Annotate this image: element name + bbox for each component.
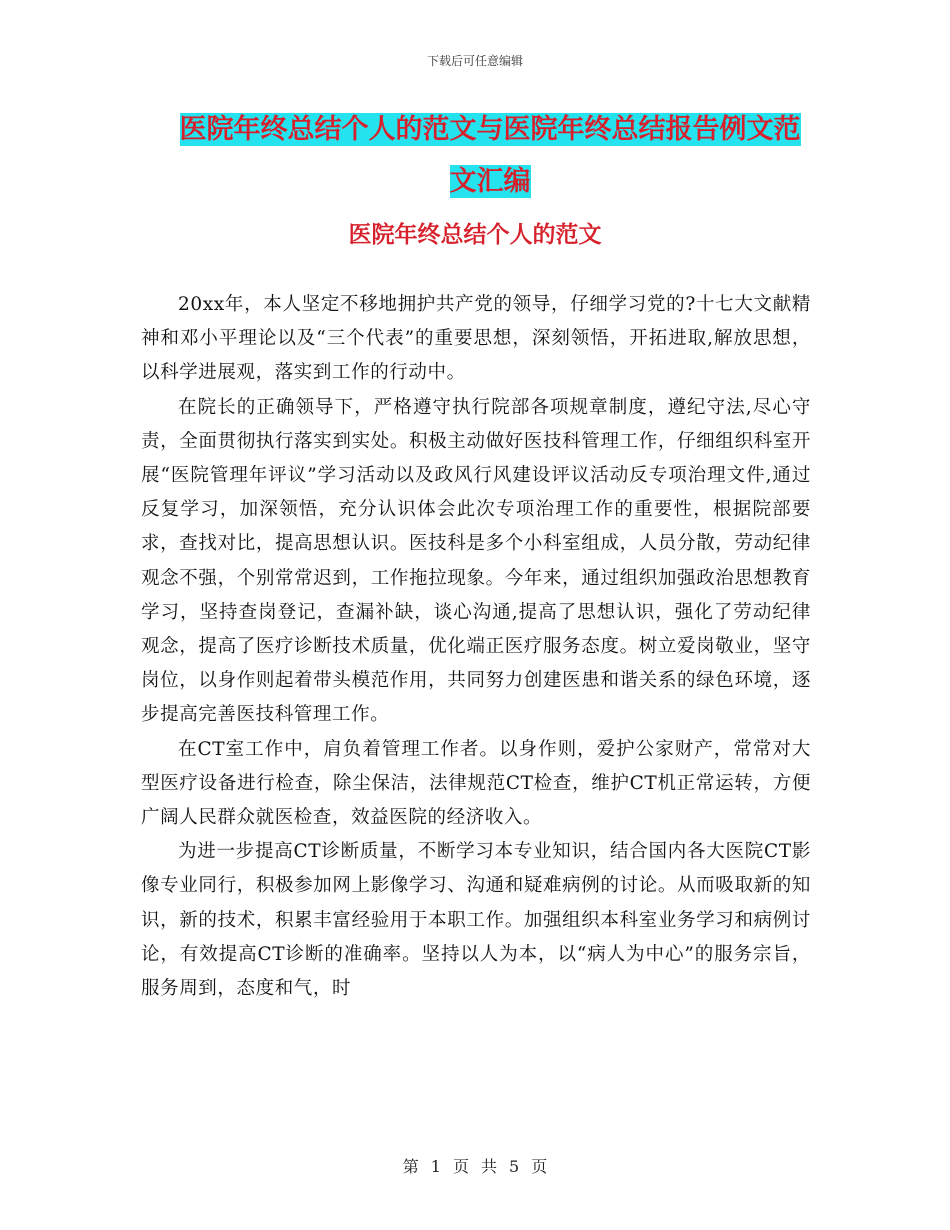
footer-label-unit2: 页 (531, 1157, 548, 1176)
footer-total-pages: 5 (509, 1157, 520, 1176)
footer-label-unit: 页 (452, 1157, 469, 1176)
page-footer (0, 1154, 950, 1177)
footer-current-page: 1 (430, 1157, 441, 1176)
paragraph: 在CT室工作中，肩负着管理工作者。以身作则，爱护公家财产，常常对大型医疗设备进行检查，除尘保洁，法律规范CT检查，维护CT机正常运转，方便广阔人民群众就医检查，效益医院的经济收入。 (141, 738, 811, 829)
document-title-line1: 医院年终总结个人的范文与医院年终总结报告例文范 (179, 114, 801, 145)
body-text (141, 288, 811, 1006)
footer-label-page: 第 (402, 1157, 419, 1176)
footer-label-total: 共 (481, 1157, 498, 1176)
section-heading: 医院年终总结个人的范文 (348, 221, 602, 248)
header-note: 下载后可任意编辑 (426, 54, 523, 68)
paragraph: 20xx年，本人坚定不移地拥护共产党的领导，仔细学习党的?十七大文献精神和邓小平理论以及“三个代表”的重要思想，深刻领悟，开拓进取,解放思想，以科学进展观，落实到工作的行动中。 (141, 294, 811, 384)
document-title (140, 104, 840, 208)
paragraph: 在院长的正确领导下，严格遵守执行院部各项规章制度，遵纪守法,尽心守责，全面贯彻执行落实到实处。积极主动做好医技科管理工作，仔细组织科室开展“医院管理年评议”学习活动以及政风行风建设评议活动反专项治理文件,通过反复学习，加深领悟，充分认识体会此次专项治理工作的重要性，根据院部要求，查找对比，提高思想认识。医技科是多个小科室组成，人员分散，劳动纪律观念不强，个别常常迟到，工作拖拉现象。今年来，通过组织加强政治思想教育学习，坚持查岗登记，查漏补缺，谈心沟通,提高了思想认识，强化了劳动纪律观念，提高了医疗诊断技术质量，优化端正医疗服务态度。树立爱岗敬业，坚守岗位，以身作则起着带头模范作用，共同努力创建医患和谐关系的绿色环境，逐步提高完善医技科管理工作。 (141, 396, 811, 726)
document-title-line2: 文汇编 (449, 166, 531, 197)
paragraph: 为进一步提高CT诊断质量，不断学习本专业知识，结合国内各大医院CT影像专业同行，积极参加网上影像学习、沟通和疑难病例的讨论。从而吸取新的知识，新的技术，积累丰富经验用于本职工作。加强组织本科室业务学习和病例讨论，有效提高CT诊断的准确率。坚持以人为本，以“病人为中心”的服务宗旨，服务周到，态度和气，时 (141, 841, 811, 1000)
